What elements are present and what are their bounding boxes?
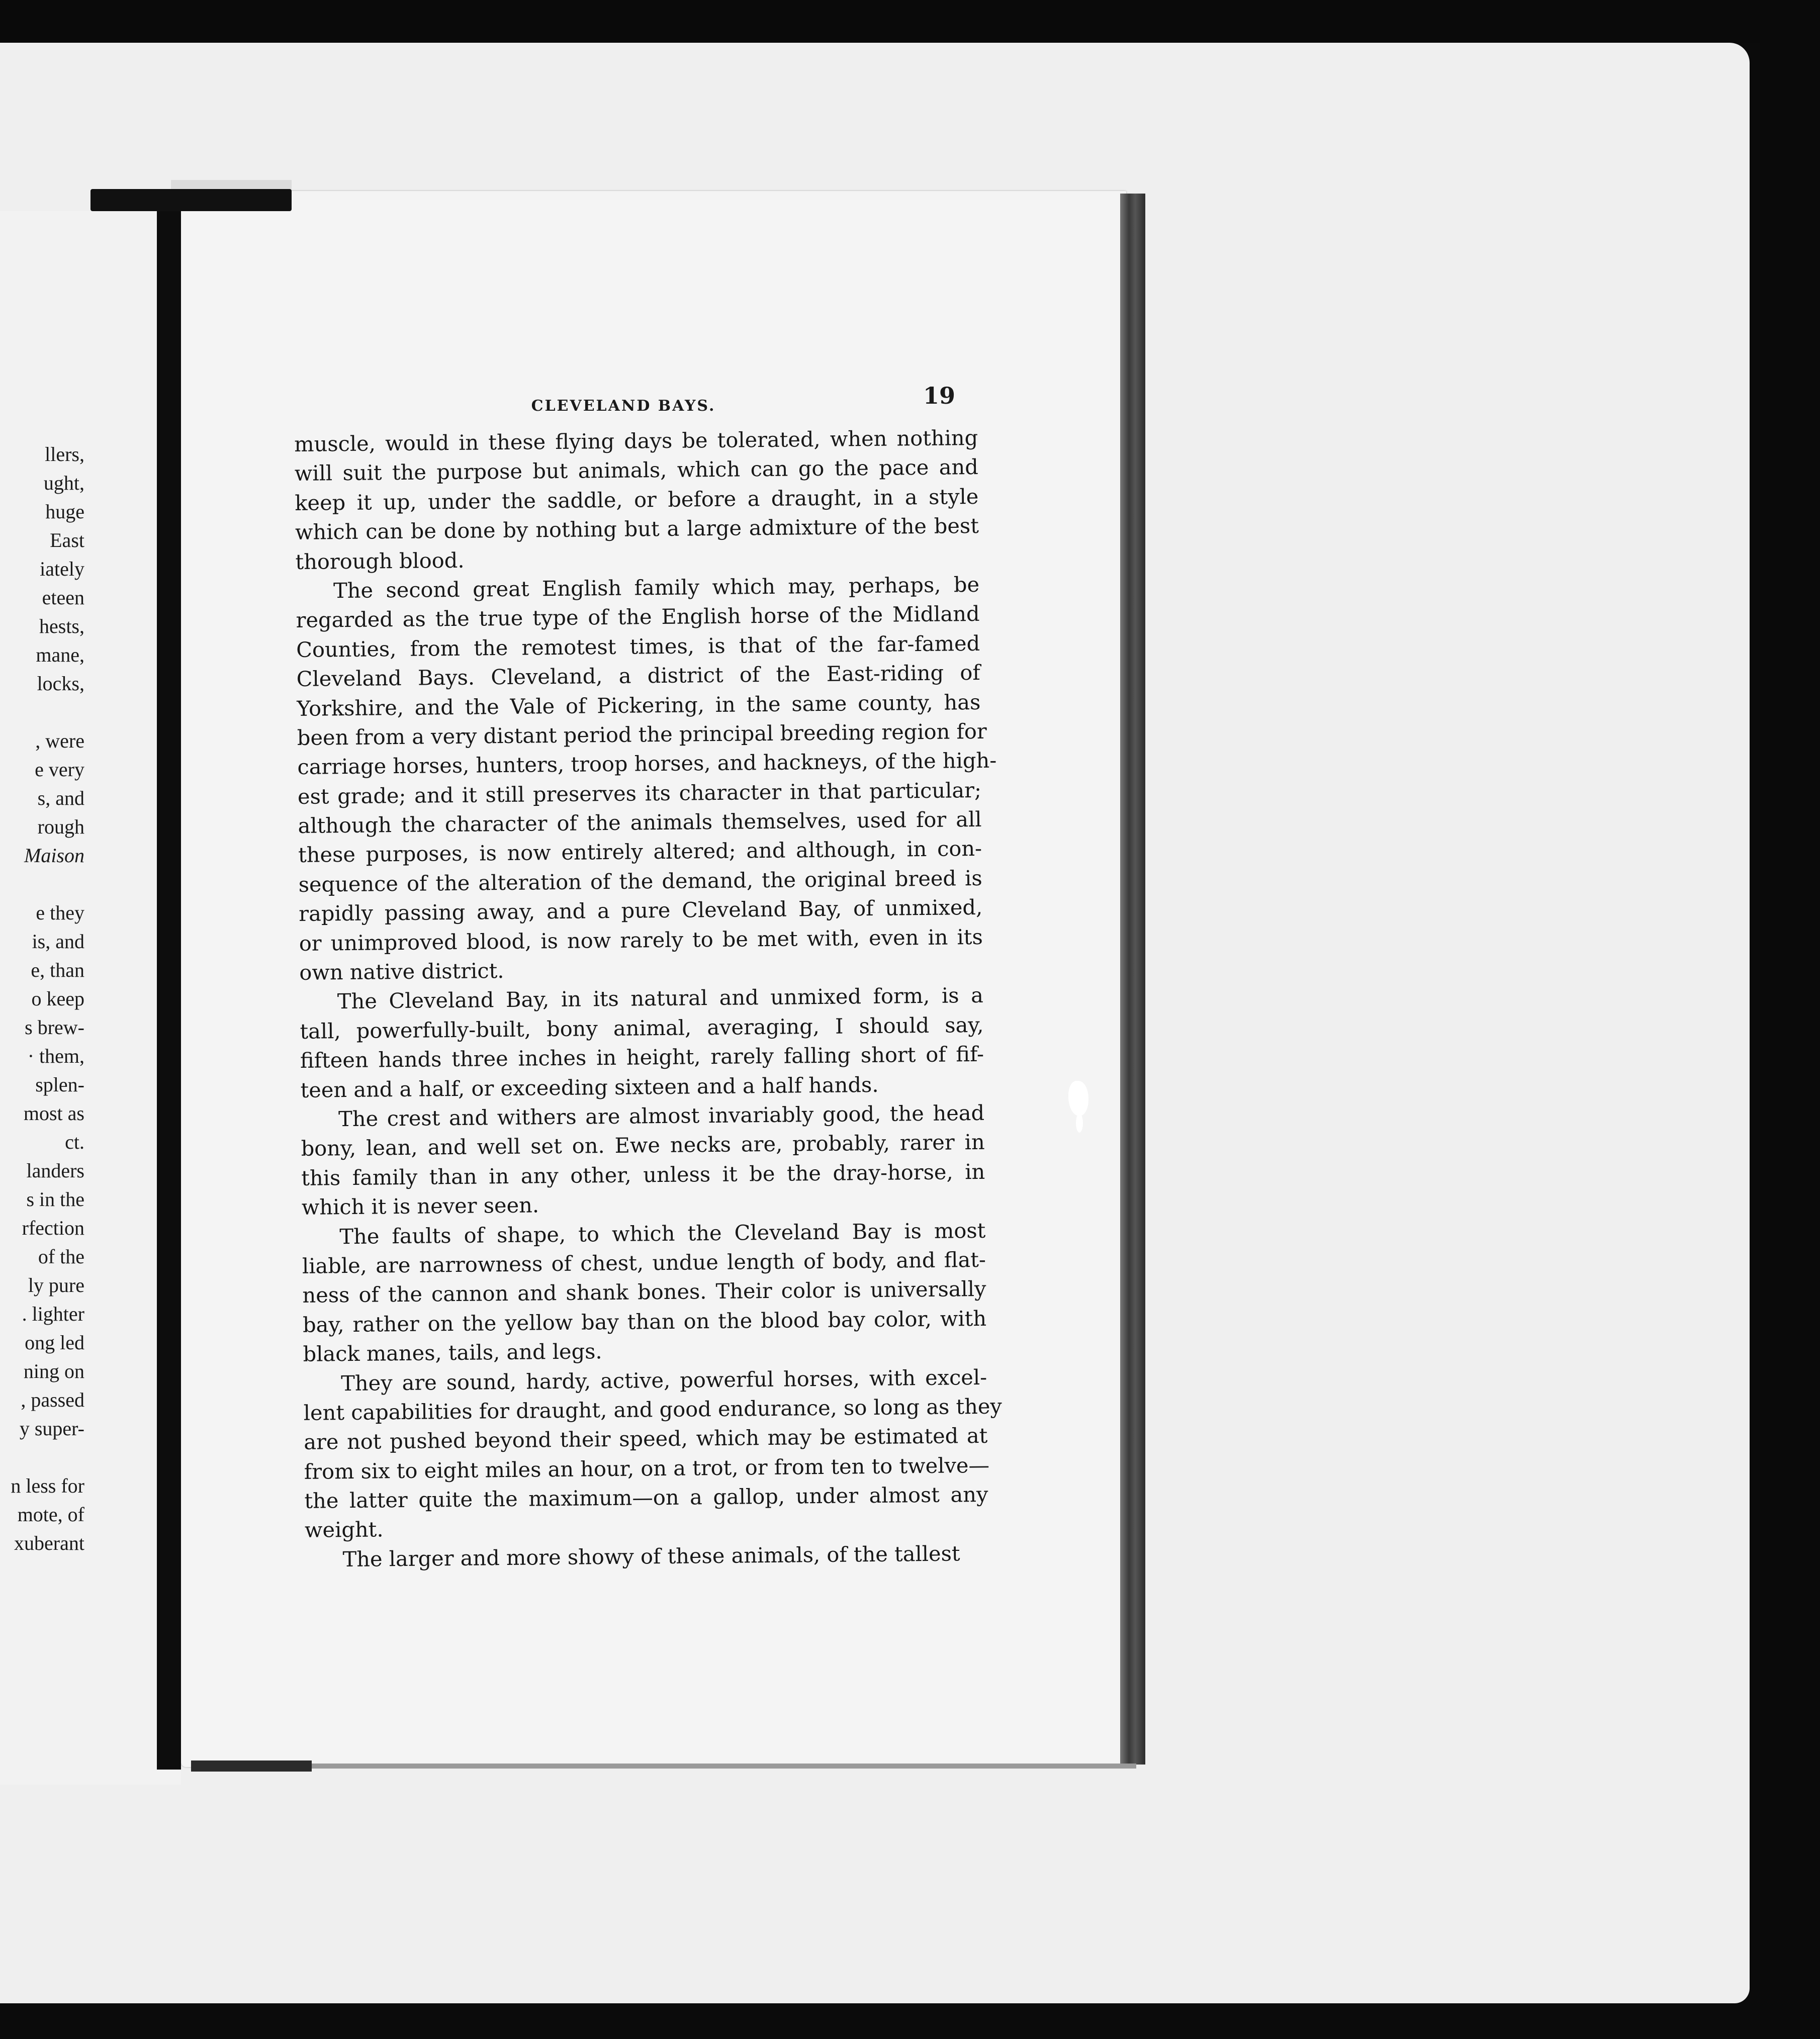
text-line: carriage horses, hunters, troop horses, and hackneys, of the high- — [297, 748, 997, 780]
left-page-line-fragment: , passed — [21, 1388, 84, 1411]
left-page-line-fragment: ct. — [65, 1131, 84, 1153]
text-line: the latter quite the maximum—on a gallop, under almost any — [304, 1481, 988, 1513]
text-line: ness of the cannon and shank bones. Their color is universally — [302, 1276, 986, 1308]
paragraph — [303, 1362, 1003, 1545]
film-border-top — [0, 0, 1820, 43]
left-page-line-fragment: huge — [45, 500, 84, 523]
text-line: black manes, tails, and legs. — [303, 1339, 602, 1367]
text-line: these purposes, is now entirely altered; and although, in con- — [298, 836, 982, 868]
left-page-line-fragment: . lighter — [22, 1303, 84, 1325]
binding-bottom-band — [191, 1760, 312, 1772]
text-line: The faults of shape, to which the Cleveland Bay is most — [339, 1218, 986, 1249]
text-line: or unimproved blood, is now rarely to be met with, even in its — [299, 924, 983, 956]
text-line: lent capabilities for draught, and good endurance, so long as they — [303, 1394, 1003, 1425]
left-page-line-fragment: e, than — [31, 959, 84, 981]
paragraph — [301, 1098, 985, 1223]
left-page-line-fragment: hests, — [39, 615, 84, 637]
text-line: tall, powerfully-built, bony animal, averaging, I should say, — [300, 1012, 984, 1044]
text-line: this family than in any other, unless it be the dray-horse, in — [301, 1159, 985, 1190]
left-page-line-fragment: locks, — [37, 672, 84, 695]
text-line: teen and a half, or exceeding sixteen and a half hands. — [300, 1072, 879, 1102]
left-page-line-fragment: mane, — [36, 643, 84, 666]
left-page — [0, 211, 181, 1785]
left-page-line-fragment — [0, 1443, 84, 1471]
left-page-line-fragment: s in the — [26, 1188, 84, 1211]
left-page-line-fragment — [0, 698, 84, 726]
left-page-line-fragment: s brew- — [25, 1016, 84, 1039]
text-line: from six to eight miles an hour, on a trot, or from ten to twelve— — [304, 1452, 990, 1484]
left-page-line-fragment: ong led — [25, 1331, 84, 1354]
paragraph — [294, 423, 979, 577]
text-line: which can be done by nothing but a large admixture of the best — [295, 513, 979, 545]
text-line: which it is never seen. — [301, 1192, 539, 1220]
left-page-line-fragment: eteen — [42, 586, 84, 609]
left-page-line-fragment: Maison — [24, 844, 84, 867]
text-line: Yorkshire, and the Vale of Pickering, in the same county, has — [297, 689, 981, 721]
left-page-line-fragment: e they — [36, 901, 84, 924]
text-line: liable, are narrowness of chest, undue length of body, and flat- — [302, 1247, 986, 1278]
page-bottom-shadow — [211, 1764, 1136, 1769]
scan-speck — [1076, 1114, 1083, 1133]
text-line: They are sound, hardy, active, powerful horses, with excel- — [340, 1364, 987, 1396]
left-page-line-fragment: n less for — [11, 1474, 84, 1497]
text-line: weight. — [304, 1517, 384, 1543]
left-page-line-fragment: splen- — [35, 1073, 84, 1096]
text-line: bay, rather on the yellow bay than on the blood bay color, with — [302, 1306, 987, 1337]
text-line: sequence of the alteration of the demand, the original breed is — [298, 865, 982, 897]
left-page-line-fragment: iately — [40, 558, 84, 580]
text-line: are not pushed beyond their speed, which may be estimated at — [304, 1423, 988, 1455]
left-page-line-fragment: rough — [37, 815, 84, 838]
text-line: The Cleveland Bay, in its natural and unmixed form, is a — [337, 983, 984, 1014]
text-line: will suit the purpose but animals, which can go the pace and — [294, 454, 979, 486]
left-page-line-fragment: · them, — [27, 1045, 84, 1067]
left-page-line-fragment: rfection — [22, 1217, 84, 1239]
page-number: 19 — [923, 382, 955, 409]
binding-top-band — [90, 189, 292, 211]
paragraph — [302, 1216, 987, 1369]
text-line: rapidly passing away, and a pure Cleveland Bay, of unmixed, — [299, 895, 983, 926]
page-fore-edge — [1120, 194, 1145, 1765]
running-head: CLEVELAND BAYS. — [531, 397, 716, 415]
text-line: The second great English family which may, perhaps, be — [333, 572, 980, 603]
text-line: est grade; and it still preserves its character in that particular; — [297, 777, 982, 809]
paragraph — [296, 570, 997, 987]
text-line: Cleveland Bays. Cleveland, a district of the East-riding of — [296, 660, 980, 692]
text-line: muscle, would in these flying days be tolerated, when nothing — [294, 425, 978, 456]
left-page-text-fragments — [0, 440, 84, 1557]
text-line: keep it up, under the saddle, or before a draught, in a style — [295, 484, 979, 515]
text-line: fifteen hands three inches in height, rarely falling short of fif- — [300, 1042, 984, 1073]
left-page-line-fragment: is, and — [32, 930, 84, 953]
film-border-right — [1760, 0, 1820, 2039]
left-page-line-fragment — [0, 870, 84, 898]
left-page-line-fragment: ught, — [43, 472, 84, 494]
text-line: been from a very distant period the principal breeding region for — [297, 718, 987, 750]
left-page-line-fragment: of the — [38, 1245, 84, 1268]
left-page-line-fragment: East — [50, 529, 84, 551]
book-spine-gutter — [157, 211, 181, 1770]
body-text — [294, 423, 1003, 1574]
text-line: regarded as the true type of the English horse of the Midland — [296, 601, 980, 633]
left-page-line-fragment: most as — [23, 1102, 84, 1125]
scan-speck — [1068, 1081, 1088, 1116]
left-page-line-fragment: llers, — [45, 443, 84, 466]
paragraph — [300, 981, 984, 1105]
text-line: bony, lean, and well set on. Ewe necks are, probably, rarer in — [301, 1130, 985, 1161]
text-line: Counties, from the remotest times, is that of the far-famed — [296, 630, 980, 662]
left-page-line-fragment: ly pure — [28, 1274, 84, 1296]
left-page-line-fragment: y super- — [19, 1417, 84, 1440]
text-line: The larger and more showy of these animals, of the tallest — [342, 1541, 960, 1572]
left-page-line-fragment: mote, of — [17, 1503, 84, 1526]
text-line: The crest and withers are almost invariably good, the head — [338, 1100, 985, 1132]
left-page-line-fragment: s, and — [37, 787, 84, 809]
left-page-line-fragment: o keep — [31, 987, 84, 1010]
left-page-line-fragment: landers — [26, 1159, 84, 1182]
text-line: although the character of the animals themselves, used for all — [298, 806, 982, 839]
text-line: own native district. — [299, 958, 504, 985]
text-line: thorough blood. — [295, 547, 465, 574]
left-page-line-fragment: , were — [35, 729, 84, 752]
left-page-line-fragment: ning on — [23, 1360, 84, 1382]
left-page-line-fragment: e very — [35, 758, 84, 781]
left-page-line-fragment: xuberant — [14, 1532, 84, 1554]
